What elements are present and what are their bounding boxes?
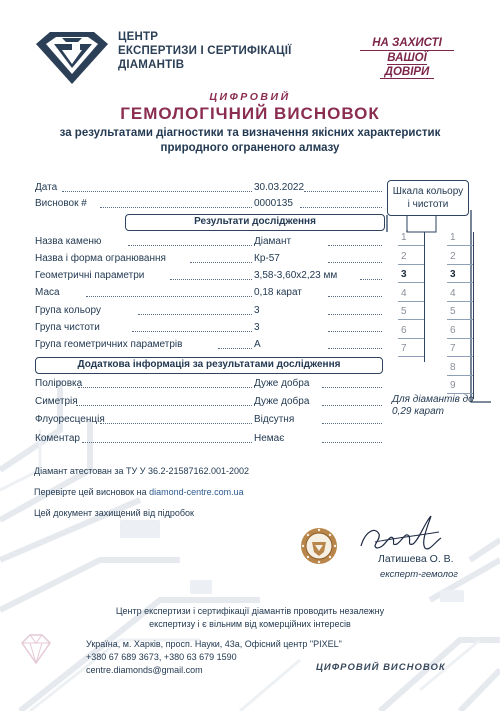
date-label: Дата — [35, 182, 58, 193]
dotted-leader — [300, 200, 382, 208]
scale-note-line2: 0,29 карат — [392, 406, 444, 417]
subtitle-line1: за результатами діагностики та визначення якісних характеристик — [59, 127, 441, 139]
expert-role: експерт-гемолог — [380, 569, 458, 580]
clarity-scale-cell: 4 — [447, 288, 473, 302]
additional-row-value: Дуже добра — [254, 396, 310, 407]
email[interactable]: centre.diamonds@gmail.com — [86, 665, 203, 675]
clarity-scale-cell: 9 — [447, 380, 473, 394]
dotted-leader — [100, 416, 252, 424]
results-row-value: 3 — [254, 322, 260, 333]
diamond-outline-icon — [18, 633, 54, 665]
color-scale-cell: 7 — [398, 343, 424, 357]
org-name-line2: ЕКСПЕРТИЗИ І СЕРТИФІКАЦІЇ — [118, 45, 292, 57]
color-scale-cell: 6 — [398, 325, 424, 339]
dotted-leader — [328, 324, 382, 332]
results-row-label: Група геометричних параметрів — [35, 339, 183, 350]
dotted-leader — [360, 272, 382, 280]
verify-prefix: Перевірте цей висновок на — [34, 487, 150, 497]
dotted-leader — [82, 435, 252, 443]
clarity-scale-cell: 2 — [447, 251, 473, 265]
scale-note — [392, 394, 492, 418]
contacts — [86, 638, 342, 677]
results-row-value: 0,18 карат — [254, 287, 302, 298]
dotted-leader — [62, 184, 252, 192]
additional-row-label: Поліровка — [35, 378, 83, 389]
results-row-label: Геометричні параметри — [35, 270, 145, 281]
color-scale-cell: 5 — [398, 306, 424, 320]
additional-section-header: Додаткова інформація за результатами дослідження — [35, 357, 383, 374]
dotted-leader — [328, 341, 382, 349]
dotted-leader — [138, 307, 252, 315]
info-block — [34, 461, 249, 524]
conclusion-value: 0000135 — [254, 198, 293, 209]
additional-row-value: Немає — [254, 433, 285, 444]
results-row-value: Кр-57 — [254, 253, 280, 264]
dotted-leader — [322, 416, 382, 424]
clarity-scale-cell: 8 — [447, 362, 473, 376]
title-small: ЦИФРОВИЙ — [209, 91, 291, 103]
dotted-leader — [190, 255, 252, 263]
org-name-line1: ЦЕНТР — [118, 31, 159, 43]
results-row-label: Назва і форма огранювання — [35, 253, 166, 264]
scale-divider — [424, 232, 425, 362]
clarity-scale-cell: 7 — [447, 343, 473, 357]
additional-row-value: Дуже добра — [254, 378, 310, 389]
date-value: 30.03.2022 — [254, 182, 305, 193]
dotted-leader — [128, 238, 252, 246]
dotted-leader — [328, 289, 382, 297]
verify-text — [34, 482, 249, 503]
dotted-leader — [132, 324, 252, 332]
scale-title-line2: і чистоти — [407, 199, 449, 210]
dotted-leader — [322, 398, 382, 406]
slogan — [360, 37, 454, 79]
additional-row-label: Симетрія — [35, 396, 78, 407]
slogan-line1: НА ЗАХИСТІ — [360, 37, 454, 51]
dotted-leader — [328, 255, 382, 263]
dotted-leader — [322, 435, 382, 443]
expert-name: Латишева О. В. — [378, 553, 454, 565]
disclaimer-line2: експертизу і є вільним від комерційних інтересів — [149, 619, 351, 629]
dotted-leader — [78, 380, 252, 388]
phones: +380 67 689 3673, +380 63 679 1590 — [86, 652, 237, 662]
dotted-leader — [76, 398, 252, 406]
dotted-leader — [100, 200, 252, 208]
seal-icon — [300, 527, 338, 565]
org-name-line3: ДІАМАНТІВ — [118, 59, 185, 71]
disclaimer — [80, 605, 420, 631]
scale-divider — [473, 232, 474, 399]
clarity-scale-cell: 3 — [447, 269, 473, 283]
dotted-leader — [328, 307, 382, 315]
color-scale-cell: 1 — [398, 232, 424, 246]
results-row-value: 3,58-3,60х2,23 мм — [254, 270, 338, 281]
scale-title-line1: Шкала кольору — [392, 186, 464, 197]
conclusion-label: Висновок # — [35, 198, 87, 209]
results-row-label: Група чистоти — [35, 322, 100, 333]
results-section-header: Результати дослідження — [125, 214, 385, 231]
dotted-leader — [218, 341, 252, 349]
results-row-label: Маса — [35, 287, 60, 298]
subtitle — [0, 126, 500, 156]
signature-image — [355, 512, 445, 557]
page-title: ГЕМОЛОГІЧНИЙ ВИСНОВОК — [120, 104, 380, 123]
dotted-leader — [304, 184, 382, 192]
organization-name — [118, 30, 292, 72]
additional-row-value: Відсутня — [254, 414, 295, 425]
brand-footer: ЦИФРОВИЙ ВИСНОВОК — [316, 662, 446, 673]
scale-note-line1: Для діамантів до — [392, 394, 474, 405]
clarity-scale-cell: 1 — [447, 232, 473, 246]
color-scale-cell: 3 — [398, 269, 424, 283]
results-row-value: 3 — [254, 305, 260, 316]
results-row-label: Група кольору — [35, 305, 101, 316]
additional-row-label: Флуоресценція — [35, 414, 105, 425]
results-row-value: А — [254, 339, 261, 350]
clarity-scale-cell: 5 — [447, 306, 473, 320]
results-row-label: Назва каменю — [35, 236, 102, 247]
scale-title-box — [387, 180, 469, 216]
dotted-leader — [322, 380, 382, 388]
disclaimer-line1: Центр експертизи і сертифікації діамантів проводить незалежну — [115, 606, 385, 616]
certified-text: Діамант атестован за ТУ У 36.2-21587162.001-2002 — [34, 466, 250, 476]
dotted-leader — [328, 238, 382, 246]
results-row-value: Діамант — [254, 236, 292, 247]
address: Україна, м. Харків, просп. Науки, 43а, Офісний центр "PIXEL" — [86, 639, 342, 649]
protected-text: Цей документ захищений від підробок — [34, 508, 194, 518]
color-scale-cell: 2 — [398, 251, 424, 265]
color-scale-cell: 4 — [398, 288, 424, 302]
dotted-leader — [86, 289, 252, 297]
slogan-line3: ДОВІРИ — [380, 66, 434, 79]
verify-link[interactable]: diamond-centre.com.ua — [149, 487, 244, 497]
diamond-logo-icon — [32, 30, 112, 86]
clarity-scale-cell: 6 — [447, 325, 473, 339]
subtitle-line2: природного ограненого алмазу — [160, 142, 340, 154]
slogan-line2: ВАШОЇ — [387, 52, 427, 64]
dotted-leader — [170, 272, 252, 280]
additional-row-label: Коментар — [35, 433, 80, 444]
